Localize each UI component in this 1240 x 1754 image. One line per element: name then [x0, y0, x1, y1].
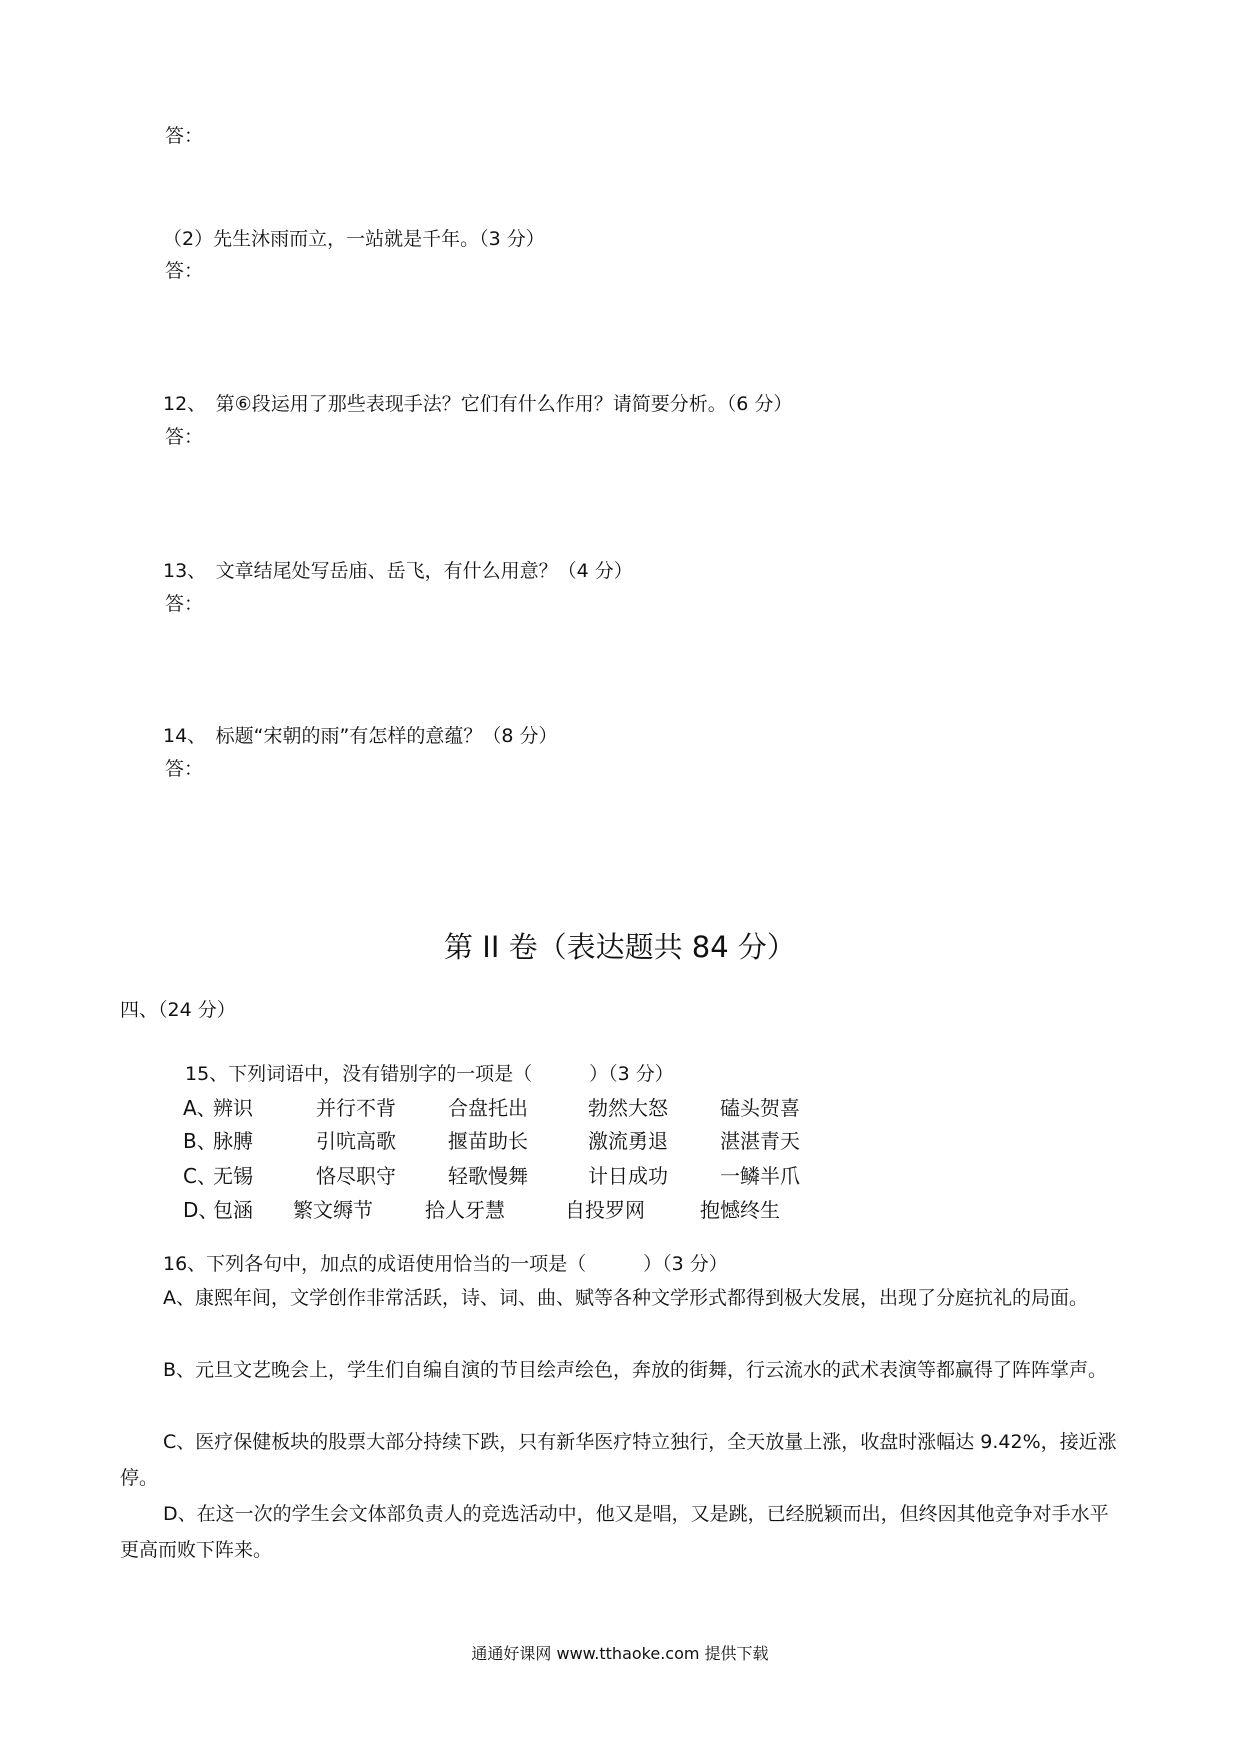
option-word: 无锡: [213, 1164, 253, 1188]
option-word: 一鳞半爪: [720, 1164, 800, 1188]
answer-label: 答：: [165, 125, 204, 147]
option-word: 湛湛青天: [720, 1129, 800, 1153]
option-word: 勃然大怒: [588, 1096, 668, 1120]
option-c: C、医疗保健板块的股票大部分持续下跌，只有新华医疗特立独行，全天放量上涨，收盘时涨幅达 9.42%，接近涨停。: [120, 1431, 1117, 1489]
option-word: 揠苗助长: [448, 1129, 528, 1153]
option-word: 抱憾终生: [700, 1198, 780, 1222]
option-label: B、: [183, 1129, 217, 1153]
option-word: 包涵: [213, 1198, 253, 1222]
question-16-stem: 16、下列各句中，加点的成语使用恰当的一项是（ ）（3 分）: [163, 1253, 728, 1275]
question-14: 14、 标题“宋朝的雨”有怎样的意蕴？（8 分）: [163, 725, 558, 747]
option-word: 繁文缛节: [293, 1198, 373, 1222]
answer-label: 答：: [165, 593, 204, 615]
page-footer: 通通好课网 www.tthaoke.com 提供下载: [471, 1644, 769, 1663]
option-a: A、康熙年间，文学创作非常活跃，诗、词、曲、赋等各种文学形式都得到极大发展，出现了分庭抗礼的局面。: [163, 1287, 1089, 1309]
option-b: B、元旦文艺晚会上，学生们自编自演的节目绘声绘色，奔放的街舞，行云流水的武术表演等都赢得了阵阵掌声。: [163, 1359, 1108, 1381]
option-word: 并行不背: [316, 1096, 396, 1120]
question-12: 12、 第⑥段运用了那些表现手法？它们有什么作用？请简要分析。（6 分）: [163, 393, 793, 415]
part-title: 第 II 卷（表达题共 84 分）: [444, 930, 796, 964]
option-word: 辨识: [213, 1096, 253, 1120]
option-label: D、: [183, 1198, 219, 1222]
option-d: D、在这一次的学生会文体部负责人的竞选活动中，他又是唱，又是跳，已经脱颖而出，但终因其他竞争对手水平更高而败下阵来。: [120, 1503, 1109, 1561]
question-13: 13、 文章结尾处写岳庙、岳飞，有什么用意？（4 分）: [163, 560, 633, 582]
option-word: 轻歌慢舞: [448, 1164, 528, 1188]
answer-label: 答：: [165, 426, 204, 448]
answer-label: 答：: [165, 260, 204, 282]
option-word: 脉膊: [213, 1129, 253, 1153]
option-word: 引吭高歌: [316, 1129, 396, 1153]
option-word: 激流勇退: [588, 1129, 668, 1153]
option-label: A、: [183, 1096, 217, 1120]
option-word: 拾人牙慧: [425, 1198, 505, 1222]
question-11-2: （2）先生沐雨而立，一站就是千年。（3 分）: [163, 228, 545, 250]
option-word: 自投罗网: [565, 1198, 645, 1222]
option-label: C、: [183, 1164, 217, 1188]
option-word: 合盘托出: [448, 1096, 528, 1120]
option-word: 计日成功: [588, 1164, 668, 1188]
option-word: 恪尽职守: [316, 1164, 396, 1188]
option-word: 磕头贺喜: [720, 1096, 800, 1120]
section-heading: 四、（24 分）: [120, 999, 236, 1021]
question-15-stem: 15、下列词语中，没有错别字的一项是（ ）（3 分）: [185, 1063, 674, 1085]
answer-label: 答：: [165, 758, 204, 780]
